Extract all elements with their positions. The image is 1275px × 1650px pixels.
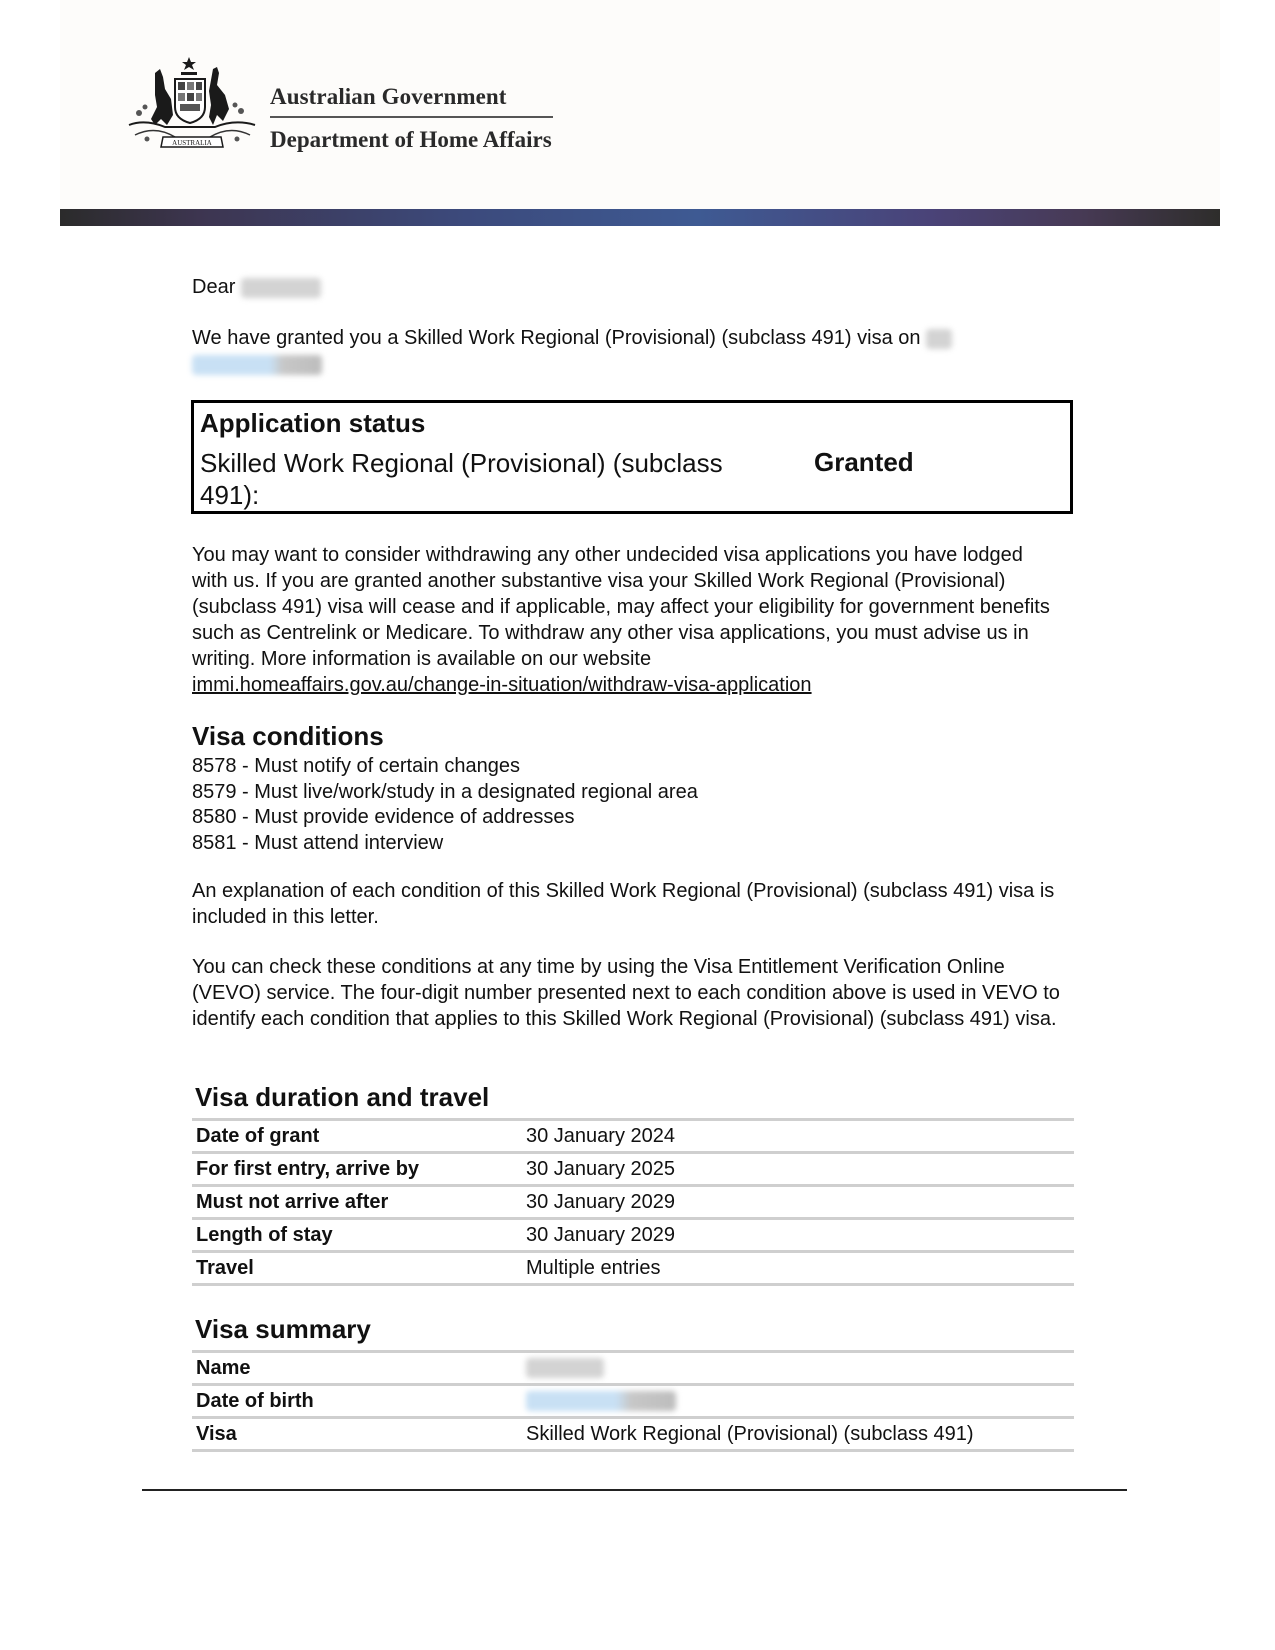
withdraw-notice-text: You may want to consider withdrawing any other undecided visa applications you have lodged with us. If you are granted another substantive visa your Skilled Work Regional (Provisional) (subclass 491) visa will cease and if applicable, may affect your eligibility for government benefits such as Centrelink or Medicare. To withdraw any other visa applications, you must advise us in writing. More information is available on our website	[192, 544, 1050, 670]
footer-divider	[142, 1489, 1127, 1491]
row-label: Travel	[192, 1252, 522, 1285]
application-status-label: Skilled Work Regional (Provisional) (subclass 491):	[200, 448, 723, 510]
condition-item: 8581 - Must attend interview	[192, 831, 444, 854]
recipient-name-redacted	[241, 278, 321, 298]
row-value-redacted	[522, 1385, 1074, 1418]
table-row	[192, 1418, 1074, 1451]
salutation	[192, 276, 321, 299]
row-label: Must not arrive after	[192, 1186, 522, 1219]
row-label: Name	[192, 1352, 522, 1385]
grant-date-redacted-part2	[192, 355, 322, 375]
row-value: 30 January 2029	[522, 1186, 1074, 1219]
visa-conditions-list	[192, 754, 698, 856]
row-value: 30 January 2025	[522, 1153, 1074, 1186]
grant-sentence: We have granted you a Skilled Work Regional (Provisional) (subclass 491) visa on	[192, 327, 921, 349]
row-label: Length of stay	[192, 1219, 522, 1252]
table-row	[192, 1120, 1074, 1153]
visa-summary-table	[192, 1350, 1074, 1452]
row-label: Visa	[192, 1418, 522, 1451]
condition-item: 8579 - Must live/work/study in a designated regional area	[192, 780, 698, 803]
grant-date-redacted-part1	[926, 329, 952, 349]
header-banner-band	[60, 209, 1220, 226]
visa-conditions-heading: Visa conditions	[192, 721, 384, 751]
table-row	[192, 1153, 1074, 1186]
row-value: 30 January 2024	[522, 1120, 1074, 1153]
row-label: Date of birth	[192, 1385, 522, 1418]
svg-text:AUSTRALIA: AUSTRALIA	[172, 139, 212, 147]
date-of-birth-redacted	[526, 1391, 676, 1411]
application-status-heading: Application status	[200, 408, 426, 438]
brand-divider	[270, 116, 553, 118]
condition-item: 8580 - Must provide evidence of addresses	[192, 806, 575, 828]
withdraw-notice	[192, 542, 1052, 698]
conditions-explanation: An explanation of each condition of this Skilled Work Regional (Provisional) (subclass 491) visa is included in this letter.	[192, 880, 1055, 928]
application-status-box	[191, 400, 1073, 514]
table-row	[192, 1385, 1074, 1418]
condition-item: 8578 - Must notify of certain changes	[192, 755, 520, 777]
visa-duration-table	[192, 1118, 1074, 1286]
application-status-value: Granted	[814, 447, 914, 477]
row-value: Skilled Work Regional (Provisional) (subclass 491)	[522, 1418, 1074, 1451]
commonwealth-coat-of-arms-icon	[125, 55, 260, 155]
row-label: For first entry, arrive by	[192, 1153, 522, 1186]
visa-duration-heading: Visa duration and travel	[195, 1082, 490, 1112]
row-label: Date of grant	[192, 1120, 522, 1153]
row-value-redacted	[522, 1352, 1074, 1385]
visa-summary-heading: Visa summary	[195, 1314, 371, 1344]
row-value: Multiple entries	[522, 1252, 1074, 1285]
table-row	[192, 1219, 1074, 1252]
government-name: Australian Government	[270, 84, 507, 109]
table-row	[192, 1352, 1074, 1385]
salutation-label: Dear	[192, 276, 236, 298]
grant-statement	[192, 325, 1052, 377]
row-value: 30 January 2029	[522, 1219, 1074, 1252]
table-row	[192, 1252, 1074, 1285]
withdraw-visa-application-link[interactable]: immi.homeaffairs.gov.au/change-in-situation/withdraw-visa-application	[192, 674, 812, 696]
name-redacted	[526, 1358, 604, 1378]
department-name: Department of Home Affairs	[270, 127, 552, 152]
vevo-note: You can check these conditions at any time by using the Visa Entitlement Verification Online (VEVO) service. The four-digit number presented next to each condition above is used in VEVO to identify each condition that applies to this Skilled Work Regional (Provisional) (subclass 491) visa.	[192, 956, 1060, 1030]
table-row	[192, 1186, 1074, 1219]
